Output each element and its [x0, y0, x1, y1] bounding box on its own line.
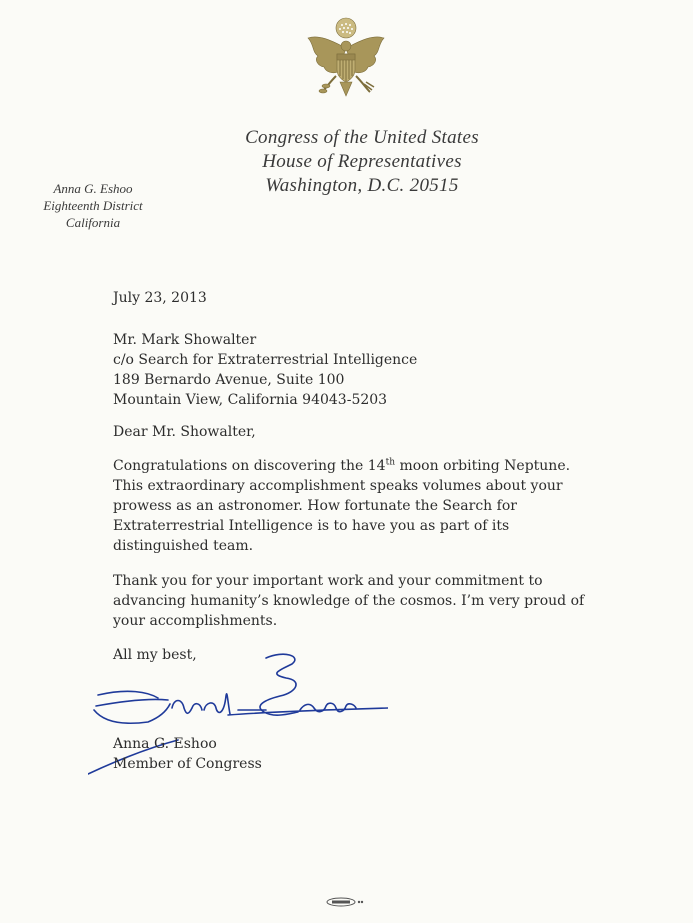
recipient-street: 189 Bernardo Avenue, Suite 100 — [113, 372, 345, 388]
recipient-address — [113, 330, 633, 410]
paragraph-text: Congratulations on discovering the 14 — [113, 458, 386, 474]
sender-name: Anna G. Eshoo — [53, 181, 133, 196]
letterhead-address: Washington, D.C. 20515 — [265, 175, 459, 196]
paragraph-line: prowess as an astronomer. How fortunate the Search for — [113, 498, 517, 514]
paragraph-line: This extraordinary accomplishment speaks volumes about your — [113, 478, 563, 494]
sender-district: Eighteenth District — [43, 198, 143, 213]
letterhead-house: House of Representatives — [262, 151, 462, 172]
paragraph-text: moon orbiting Neptune. — [395, 458, 571, 474]
paragraph-line: advancing humanity’s knowledge of the cosmos. I’m very proud of — [113, 593, 585, 609]
letterhead — [212, 126, 512, 198]
ordinal-suffix: th — [385, 457, 396, 468]
paragraph-line — [113, 456, 633, 476]
letterhead-congress: Congress of the United States — [245, 127, 479, 148]
recipient-city: Mountain View, California 94043-5203 — [113, 392, 388, 408]
recipient-name: Mr. Mark Showalter — [113, 332, 257, 348]
printer-union-mark-icon — [318, 897, 364, 907]
paragraph-line: Thank you for your important work and your commitment to — [113, 573, 543, 589]
signature-block — [113, 734, 633, 774]
letter-date: July 23, 2013 — [113, 290, 207, 306]
sender-state: California — [65, 215, 121, 230]
sender-block — [28, 180, 158, 231]
paragraph-line: distinguished team. — [113, 538, 254, 554]
congressional-seal-icon — [296, 12, 396, 112]
paragraph-line: Extraterrestrial Intelligence is to have you as part of its — [113, 518, 510, 534]
closing: All my best, — [113, 647, 197, 663]
signer-title: Member of Congress — [113, 756, 262, 772]
paragraph-congratulations — [113, 456, 633, 556]
paragraph-thanks — [113, 571, 633, 631]
salutation: Dear Mr. Showalter, — [113, 424, 256, 440]
recipient-org: c/o Search for Extraterrestrial Intelligence — [113, 352, 418, 368]
paragraph-line: your accomplishments. — [113, 613, 278, 629]
signer-name: Anna G. Eshoo — [113, 736, 217, 752]
